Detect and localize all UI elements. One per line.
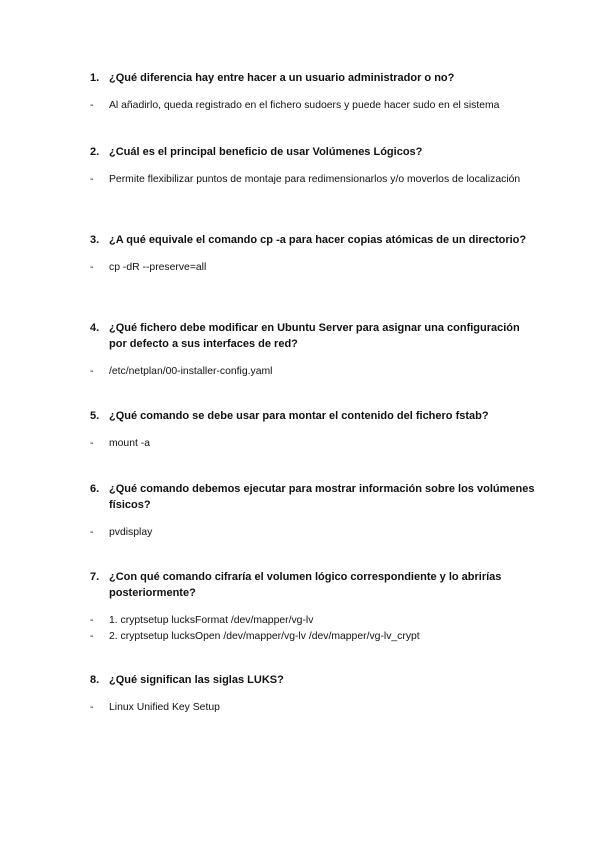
question-item xyxy=(90,569,540,645)
answer-text: pvdisplay xyxy=(109,527,153,538)
answer-bullet: - xyxy=(90,702,94,713)
answer-list xyxy=(90,525,540,541)
answer-list xyxy=(90,172,540,188)
question-item xyxy=(90,232,540,276)
answer-bullet: - xyxy=(90,631,94,642)
question-number: 6. xyxy=(90,483,100,495)
question-number: 3. xyxy=(90,234,100,246)
answer-item xyxy=(90,700,540,716)
question-number: 7. xyxy=(90,571,100,583)
answer-item xyxy=(90,613,540,629)
answer-text: Al añadirlo, queda registrado en el fichero sudoers y puede hacer sudo en el sistema xyxy=(109,100,500,111)
answer-text: mount -a xyxy=(109,438,151,449)
question-item xyxy=(90,70,540,114)
answer-bullet: - xyxy=(90,174,94,185)
question-heading xyxy=(90,320,540,352)
answer-bullet: - xyxy=(90,527,94,538)
answer-list xyxy=(90,436,540,452)
answer-list xyxy=(90,98,540,114)
question-heading xyxy=(90,569,540,601)
question-heading xyxy=(90,672,540,688)
answer-text: /etc/netplan/00-installer-config.yaml xyxy=(109,366,273,377)
question-heading xyxy=(90,481,540,513)
answer-list xyxy=(90,364,540,380)
question-item xyxy=(90,672,540,716)
answer-text: Linux Unified Key Setup xyxy=(109,702,220,713)
answer-item xyxy=(90,436,540,452)
answer-list xyxy=(90,613,540,645)
question-text: ¿Cuál es el principal beneficio de usar Volúmenes Lógicos? xyxy=(109,146,423,158)
question-item xyxy=(90,408,540,452)
answer-text: cp -dR --preserve=all xyxy=(109,262,207,273)
question-number: 2. xyxy=(90,146,100,158)
question-number: 8. xyxy=(90,674,100,686)
question-text: ¿Con qué comando cifraría el volumen lógico correspondiente y lo abrirías posteriormente? xyxy=(109,571,502,599)
question-heading xyxy=(90,70,540,86)
question-text: ¿Qué comando se debe usar para montar el contenido del fichero fstab? xyxy=(109,410,489,422)
question-text: ¿A qué equivale el comando cp -a para hacer copias atómicas de un directorio? xyxy=(109,234,527,246)
answer-item xyxy=(90,629,540,645)
answer-item xyxy=(90,172,540,188)
answer-item xyxy=(90,98,540,114)
question-heading xyxy=(90,144,540,160)
question-item xyxy=(90,481,540,541)
answer-list xyxy=(90,700,540,716)
answer-text: 2. cryptsetup lucksOpen /dev/mapper/vg-lv /dev/mapper/vg-lv_crypt xyxy=(109,631,420,642)
answer-bullet: - xyxy=(90,262,94,273)
question-heading xyxy=(90,408,540,424)
question-text: ¿Qué significan las siglas LUKS? xyxy=(109,674,284,686)
question-text: ¿Qué fichero debe modificar en Ubuntu Server para asignar una configuración por defecto a sus interfaces de red? xyxy=(109,322,520,350)
answer-item xyxy=(90,525,540,541)
answer-list xyxy=(90,260,540,276)
question-text: ¿Qué comando debemos ejecutar para mostrar información sobre los volúmenes físicos? xyxy=(109,483,535,511)
answer-bullet: - xyxy=(90,615,94,626)
question-heading xyxy=(90,232,540,248)
question-number: 4. xyxy=(90,322,100,334)
answer-item xyxy=(90,364,540,380)
answer-bullet: - xyxy=(90,100,94,111)
question-number: 1. xyxy=(90,72,100,84)
question-number: 5. xyxy=(90,410,100,422)
answer-text: Permite flexibilizar puntos de montaje para redimensionarlos y/o moverlos de localización xyxy=(109,174,521,185)
question-item xyxy=(90,144,540,188)
answer-item xyxy=(90,260,540,276)
answer-bullet: - xyxy=(90,438,94,449)
question-text: ¿Qué diferencia hay entre hacer a un usuario administrador o no? xyxy=(109,72,455,84)
answer-bullet: - xyxy=(90,366,94,377)
question-item xyxy=(90,320,540,380)
answer-text: 1. cryptsetup lucksFormat /dev/mapper/vg-lv xyxy=(109,615,314,626)
